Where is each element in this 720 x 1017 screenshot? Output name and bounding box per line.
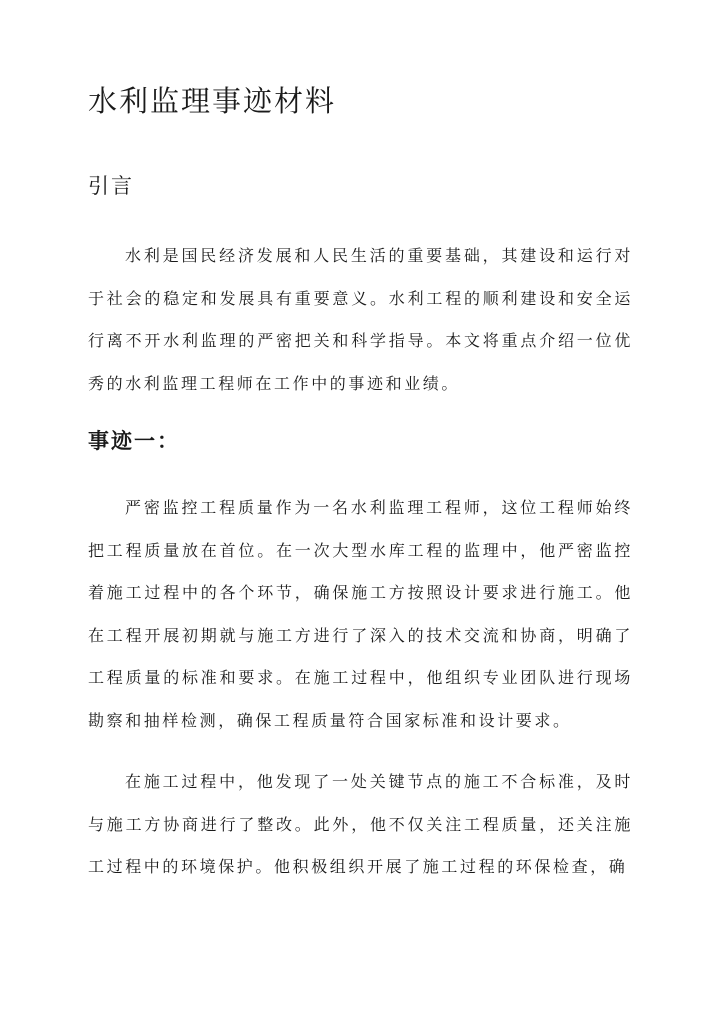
- deed-one-paragraph-2: 在施工过程中，他发现了一处关键节点的施工不合标准，及时与施工方协商进行了整改。此外，他不仅关注工程质量，还关注施工过程中的环境保护。他积极组织开展了施工过程的环保检查，确: [88, 772, 633, 876]
- section-heading-introduction: 引言: [88, 174, 134, 198]
- section-heading-deed-one: 事迹一：: [88, 428, 180, 453]
- introduction-paragraph: 水利是国民经济发展和人民生活的重要基础，其建设和运行对于社会的稳定和发展具有重要意义。水利工程的顺利建设和安全运行离不开水利监理的严密把关和科学指导。本文将重点介绍一位优秀的水利监理工程师在工作中的事迹和业绩。: [88, 246, 633, 393]
- deed-one-paragraph-1: 严密监控工程质量作为一名水利监理工程师，这位工程师始终把工程质量放在首位。在一次大型水库工程的监理中，他严密监控着施工过程中的各个环节，确保施工方按照设计要求进行施工。他在工程开展初期就与施工方进行了深入的技术交流和协商，明确了工程质量的标准和要求。在施工过程中，他组织专业团队进行现场勘察和抽样检测，确保工程质量符合国家标准和设计要求。: [88, 498, 633, 730]
- document-title: 水利监理事迹材料: [88, 84, 337, 118]
